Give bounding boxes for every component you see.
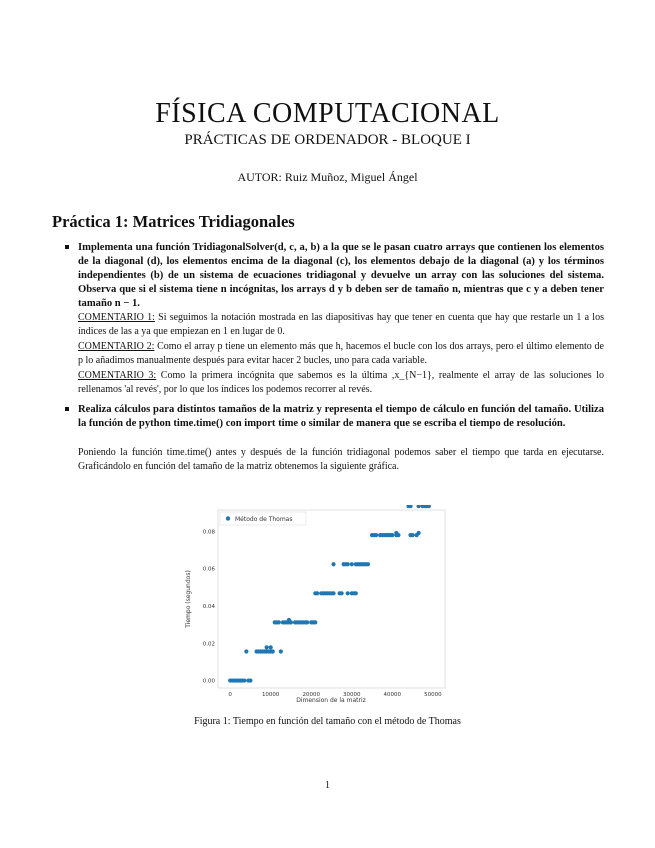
y-tick-label: 0.08 [202, 529, 215, 536]
data-point [410, 533, 414, 537]
exercise-statement: Implementa una función TridiagonalSolver(d, c, a, b) a la que se le pasan cuatro arrays que contienen los elementos de la diagonal (d), los elementos encima de la diagonal (c), los elementos debajo de la diagonal (a) y los términos independientes (b) de un sistema de ecuaciones tridiagonal y devuelve un array con las soluciones del sistema. Observa que si el sistema tiene n incógnitas, los arrays d y b deben ser de tamaño n, mientras que c y a deben tener tamaño n − 1. [78, 242, 604, 309]
data-point [277, 620, 281, 624]
x-tick-label: 10000 [261, 692, 280, 698]
comment-3 [78, 369, 604, 397]
data-point [305, 620, 309, 624]
data-point [313, 620, 317, 624]
data-point [331, 591, 335, 595]
comment-label: COMENTARIO 3: [78, 370, 157, 381]
comment-label: COMENTARIO 2: [78, 341, 155, 352]
comment-1 [78, 311, 604, 339]
bullet-icon [65, 407, 69, 411]
legend-label: Método de Thomas [235, 516, 293, 523]
data-point [279, 649, 283, 653]
comment-text: Como la primera incógnita que sabemos es la última ,x_{N−1}, realmente el array de las soluciones lo rellenamos 'al revés', por lo que los índices los podemos recorrer al revés. [78, 370, 604, 395]
data-point [315, 591, 319, 595]
comment-label: COMENTARIO 1: [78, 312, 155, 323]
x-tick-label: 30000 [343, 692, 361, 698]
data-point [390, 533, 394, 537]
data-point [417, 505, 421, 508]
data-point [244, 649, 248, 653]
data-point [242, 678, 246, 682]
data-point [287, 618, 291, 622]
document-title: FÍSICA COMPUTACIONAL [155, 98, 500, 129]
legend-marker [226, 516, 230, 520]
data-point [350, 562, 354, 566]
data-point [269, 645, 273, 649]
comment-text: Como el array p tiene un elemento más que h, hacemos el bucle con los dos arrays, pero el último elemento de p lo añadimos manualmente después para evitar hacer 2 bucles, uno para cada variable. [78, 341, 604, 366]
list-item [78, 403, 604, 431]
scatter-chart [180, 505, 450, 705]
y-tick-label: 0.04 [202, 603, 215, 610]
x-tick-label: 40000 [383, 692, 402, 698]
x-axis-label: Dimension de la matriz [296, 697, 366, 704]
y-tick-label: 0.06 [202, 566, 215, 573]
paragraph-text: Poniendo la función time.time() antes y después de la función tridiagonal podemos saber el tiempo que tarda en ejecutarse. Graficándolo en función del tamaño de la matriz obtenemos la siguiente gráfica. [78, 447, 604, 472]
data-point [374, 533, 378, 537]
data-point [346, 591, 350, 595]
data-point [340, 591, 344, 595]
data-point [248, 678, 252, 682]
y-tick-label: 0.02 [202, 641, 215, 648]
data-point [265, 645, 269, 649]
comment-text: Si seguimos la notación mostrada en las diapositivas hay que tener en cuenta que hay que restarle un 1 a los índices de las a ya que empiezan en 1 en lugar de 0. [78, 312, 604, 337]
page-number: 1 [325, 780, 330, 791]
x-tick-label: 50000 [424, 692, 442, 698]
data-point [366, 562, 370, 566]
figure-1 [180, 505, 450, 705]
bullet-icon [65, 245, 69, 249]
section-title: Práctica 1: Matrices Tridiagonales [52, 212, 295, 231]
legend [220, 512, 306, 525]
document-subtitle: PRÁCTICAS DE ORDENADOR - BLOQUE I [184, 132, 471, 148]
exercise-statement: Realiza cálculos para distintos tamaños de la matriz y representa el tiempo de cálculo en función del tamaño. Utiliza la función de python time.time() con import time o similar de manera que se escriba el tiempo de resolución. [78, 404, 604, 429]
data-point [417, 531, 421, 535]
list-item [78, 241, 604, 311]
data-point [354, 591, 358, 595]
x-tick-label: 20000 [302, 692, 320, 698]
x-tick-label: 0 [228, 692, 232, 698]
data-point [346, 562, 350, 566]
figure-caption: Figura 1: Tiempo en función del tamaño con el método de Thomas [194, 716, 461, 727]
data-point [271, 649, 275, 653]
author-line: AUTOR: Ruiz Muñoz, Miguel Ángel [237, 170, 418, 184]
comment-2 [78, 340, 604, 368]
data-point [331, 562, 335, 566]
body-paragraph [78, 446, 604, 474]
data-point [394, 531, 398, 535]
y-tick-label: 0.00 [202, 678, 215, 685]
y-axis-label: Tiempo (segundos) [185, 570, 192, 628]
